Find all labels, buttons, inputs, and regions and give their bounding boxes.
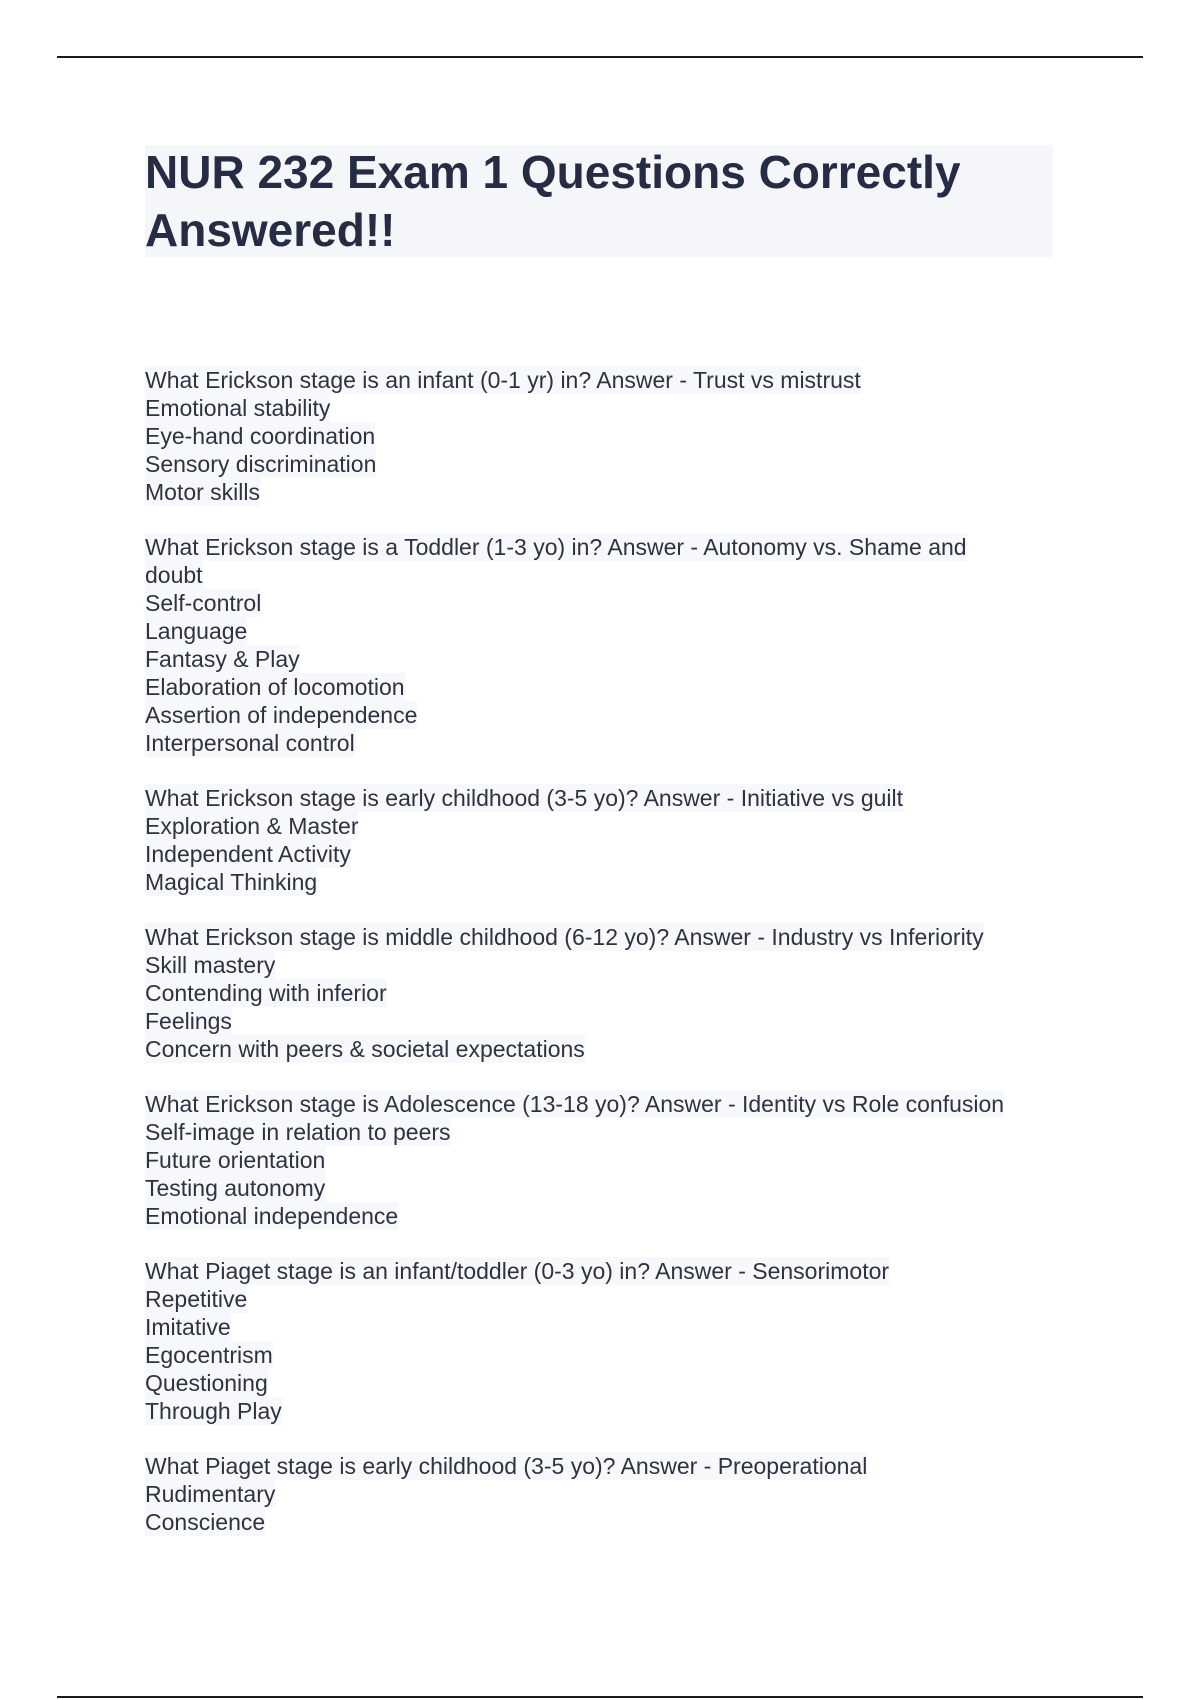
qa-item-erikson-adolescence	[145, 1090, 1075, 1230]
question: What Piaget stage is early childhood (3-5 yo)? Answer - Preoperational	[145, 1453, 868, 1479]
qa-item-erikson-middle-childhood	[145, 923, 1075, 1063]
detail-line: Fantasy & Play	[145, 646, 300, 672]
detail-line: Assertion of independence	[145, 702, 418, 728]
qa-item-erikson-infant	[145, 366, 1075, 506]
detail-line: Elaboration of locomotion	[145, 674, 405, 700]
detail-line: Imitative	[145, 1314, 231, 1340]
detail-line: Future orientation	[145, 1147, 326, 1173]
detail-line: Rudimentary	[145, 1481, 276, 1507]
question: What Erickson stage is a Toddler (1-3 yo) in? Answer - Autonomy vs. Shame and	[145, 534, 967, 560]
document-title: NUR 232 Exam 1 Questions Correctly Answered!!	[145, 146, 961, 256]
detail-line: Egocentrism	[145, 1342, 273, 1368]
detail-line: Independent Activity	[145, 841, 351, 867]
detail-line: Magical Thinking	[145, 869, 318, 895]
qa-item-erikson-toddler	[145, 533, 1075, 757]
detail-line: Self-control	[145, 590, 262, 616]
detail-line: Sensory discrimination	[145, 451, 377, 477]
qa-item-erikson-early-childhood	[145, 784, 1075, 896]
question-continuation: doubt	[145, 562, 203, 588]
qa-list	[145, 366, 1075, 1563]
detail-line: Skill mastery	[145, 952, 276, 978]
detail-line: Motor skills	[145, 479, 261, 505]
qa-item-piaget-infant-toddler	[145, 1257, 1075, 1425]
top-rule	[57, 56, 1143, 58]
detail-line: Eye-hand coordination	[145, 423, 376, 449]
detail-line: Contending with inferior	[145, 980, 387, 1006]
detail-line: Conscience	[145, 1509, 266, 1535]
question: What Erickson stage is early childhood (3-5 yo)? Answer - Initiative vs guilt	[145, 785, 904, 811]
detail-line: Interpersonal control	[145, 730, 355, 756]
detail-line: Through Play	[145, 1398, 282, 1424]
detail-line: Self-image in relation to peers	[145, 1119, 451, 1145]
question: What Erickson stage is an infant (0-1 yr) in? Answer - Trust vs mistrust	[145, 367, 861, 393]
detail-line: Language	[145, 618, 248, 644]
detail-line: Testing autonomy	[145, 1175, 326, 1201]
question: What Erickson stage is Adolescence (13-18 yo)? Answer - Identity vs Role confusion	[145, 1091, 1005, 1117]
question: What Erickson stage is middle childhood (6-12 yo)? Answer - Industry vs Inferiority	[145, 924, 984, 950]
detail-line: Concern with peers & societal expectations	[145, 1036, 585, 1062]
question: What Piaget stage is an infant/toddler (0-3 yo) in? Answer - Sensorimotor	[145, 1258, 890, 1284]
detail-line: Feelings	[145, 1008, 232, 1034]
detail-line: Repetitive	[145, 1286, 248, 1312]
bottom-rule	[57, 1696, 1143, 1698]
detail-line: Questioning	[145, 1370, 268, 1396]
detail-line: Emotional stability	[145, 395, 331, 421]
detail-line: Exploration & Master	[145, 813, 359, 839]
detail-line: Emotional independence	[145, 1203, 399, 1229]
qa-item-piaget-early-childhood	[145, 1452, 1075, 1536]
